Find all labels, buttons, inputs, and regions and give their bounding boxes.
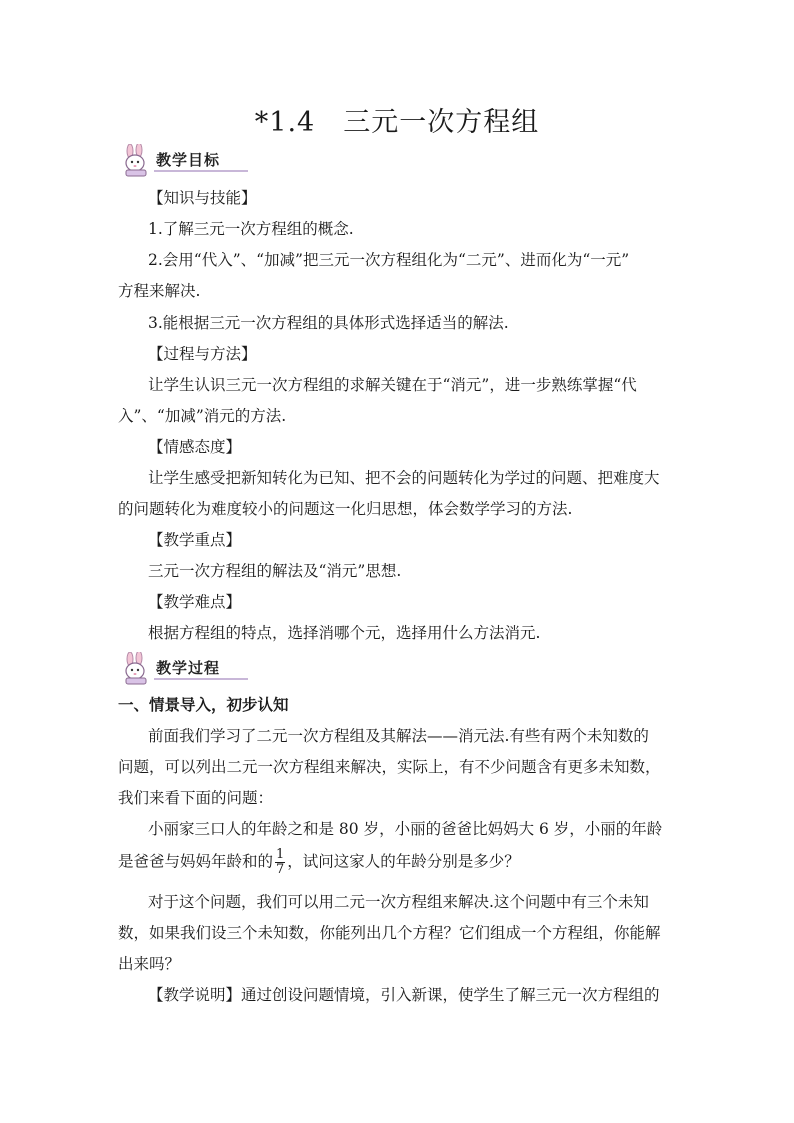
- text-line: 的问题转化为难度较小的问题这一化归思想，体会数学学习的方法.: [118, 500, 573, 518]
- subheading-knowledge: 【知识与技能】: [148, 189, 257, 207]
- text-line: 小丽家三口人的年龄之和是 80 岁，小丽的爸爸比妈妈大 6 岁，小丽的年龄: [148, 820, 663, 838]
- text-line: 3.能根据三元一次方程组的具体形式选择适当的解法.: [148, 314, 509, 332]
- subheading-attitude: 【情感态度】: [148, 438, 242, 456]
- text-line: 前面我们学习了二元一次方程组及其解法——消元法.有些有两个未知数的: [148, 727, 649, 745]
- section-heading-intro: 一、情景导入，初步认知: [118, 696, 289, 714]
- text-line: 方程来解决.: [118, 282, 201, 300]
- fraction-denominator: 7: [276, 862, 285, 877]
- section-underline: [154, 678, 248, 680]
- section-header-process: [118, 652, 248, 686]
- text-line: 1.了解三元一次方程组的概念.: [148, 220, 354, 238]
- subheading-key-points: 【教学重点】: [148, 531, 242, 549]
- text-line: 三元一次方程组的解法及“消元”思想.: [148, 562, 402, 580]
- text-line: 入”、“加减”消元的方法.: [118, 407, 287, 425]
- text-line: 出来吗？: [118, 955, 181, 973]
- note-tag: 【教学说明】: [148, 986, 242, 1004]
- text-line: 对于这个问题，我们可以用二元一次方程组来解决.这个问题中有三个未知: [148, 893, 649, 911]
- text-fragment: ，试问这家人的年龄分别是多少？: [287, 852, 520, 871]
- section-label: 教学过程: [156, 659, 221, 677]
- teaching-note: [148, 985, 660, 1005]
- text-line: 问题，可以列出二元一次方程组来解决，实际上，有不少问题含有更多未知数，: [118, 758, 661, 776]
- text-line: 根据方程组的特点，选择消哪个元，选择用什么方法消元.: [148, 624, 541, 642]
- section-label: 教学目标: [156, 151, 221, 169]
- text-fragment: 是爸爸与妈妈年龄和的: [118, 852, 274, 871]
- section-underline: [154, 170, 248, 172]
- fraction: [275, 848, 285, 877]
- text-line: 我们来看下面的问题：: [118, 789, 274, 807]
- text-line: 让学生感受把新知转化为已知、把不会的问题转化为学过的问题、把难度大: [148, 469, 660, 487]
- text-line-with-fraction: [118, 848, 520, 877]
- note-text: 通过创设问题情境，引入新课，使学生了解三元一次方程组的: [241, 986, 660, 1004]
- subheading-process: 【过程与方法】: [148, 345, 257, 363]
- section-header-objectives: [118, 144, 248, 178]
- subheading-difficulties: 【教学难点】: [148, 593, 242, 611]
- bunny-mascot-icon: [118, 652, 158, 686]
- bunny-mascot-icon: [118, 144, 158, 178]
- fraction-numerator: 1: [276, 847, 285, 862]
- text-line: 数，如果我们设三个未知数，你能列出几个方程？它们组成一个方程组，你能解: [118, 924, 661, 942]
- text-line: 2.会用“代入”、“加减”把三元一次方程组化为“二元”、进而化为“一元”: [148, 251, 630, 269]
- page-title: *1.4 三元一次方程组: [254, 107, 540, 138]
- text-line: 让学生认识三元一次方程组的求解关键在于“消元”，进一步熟练掌握“代: [148, 376, 637, 394]
